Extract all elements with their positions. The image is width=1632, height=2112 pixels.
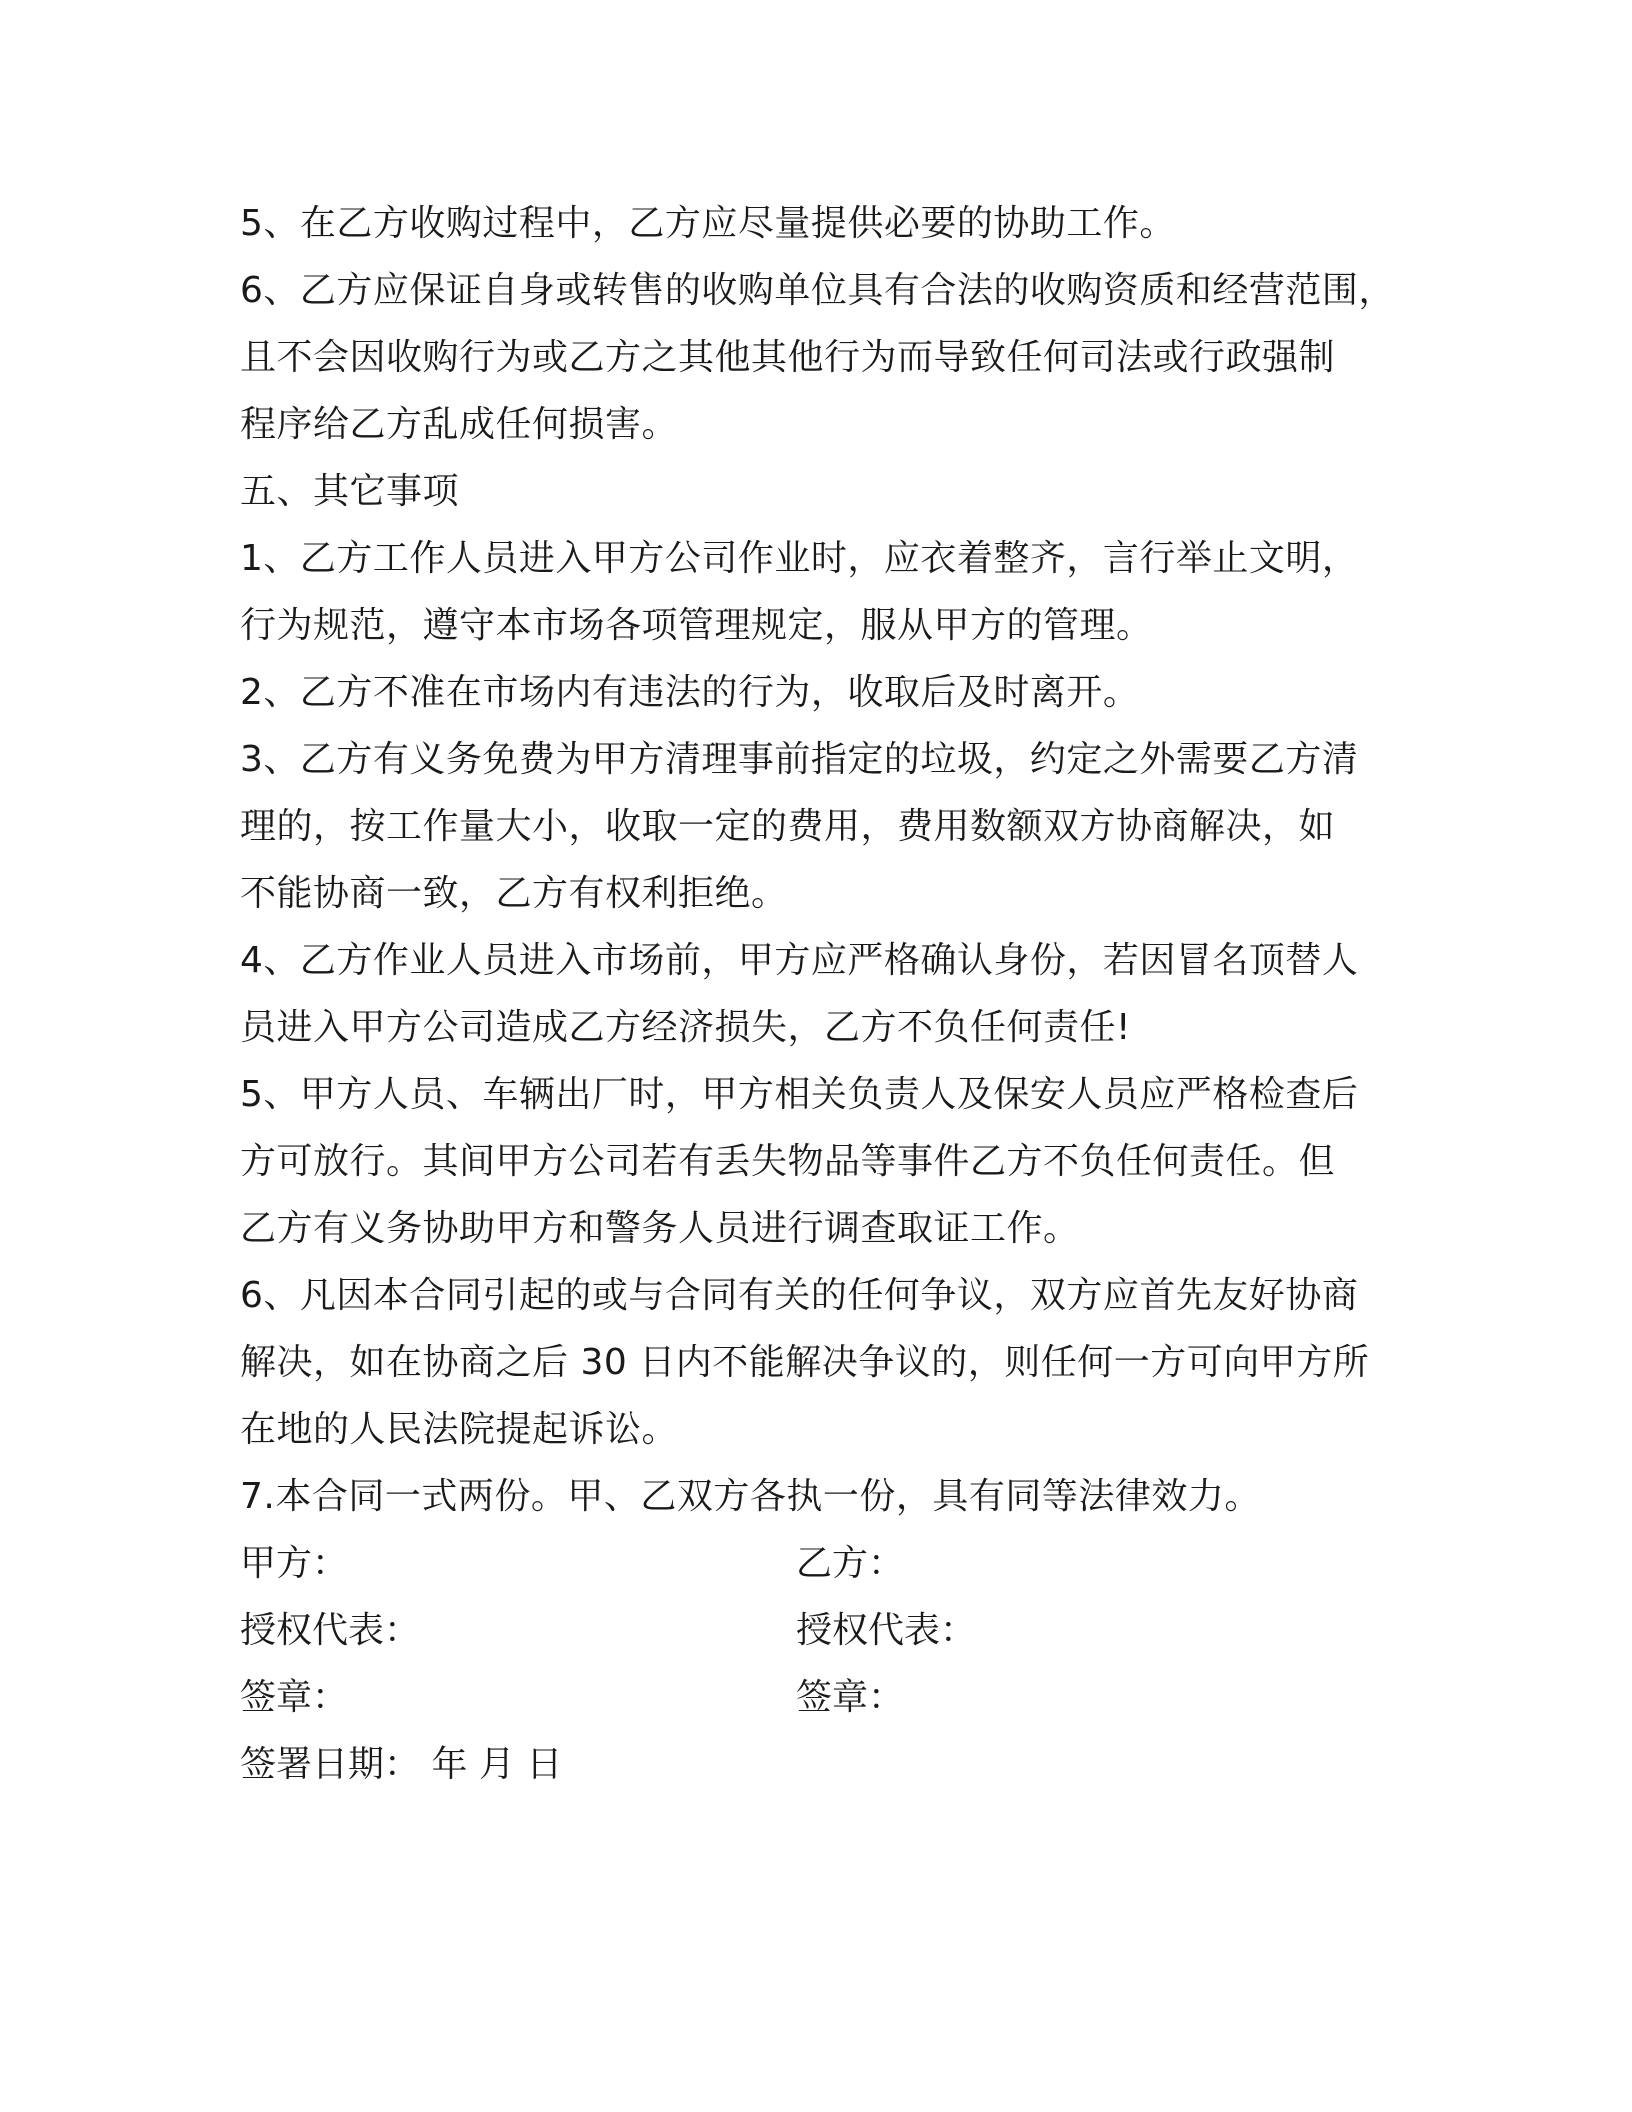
text-line: 6、乙方应保证自身或转售的收购单位具有合法的收购资质和经营范围，	[240, 270, 1395, 311]
text-line: 程序给乙方乱成任何损害。	[240, 404, 679, 445]
text-line: 理的，按工作量大小，收取一定的费用，费用数额双方协商解决，如	[240, 806, 1336, 847]
text-line: 1、乙方工作人员进入甲方公司作业时，应衣着整齐，言行举止文明，	[240, 538, 1359, 579]
document-body	[240, 190, 1400, 1798]
text-line: 2、乙方不准在市场内有违法的行为，收取后及时离开。	[240, 672, 1140, 713]
party-a-label: 甲方：	[240, 1543, 349, 1584]
text-line: 不能协商一致，乙方有权利拒绝。	[240, 873, 788, 914]
text-line: 乙方有义务协助甲方和警务人员进行调查取证工作。	[240, 1208, 1080, 1249]
seal-a-label: 签章：	[240, 1677, 349, 1718]
section-heading: 五、其它事项	[240, 471, 460, 512]
party-b-label: 乙方：	[796, 1543, 905, 1584]
text-line: 且不会因收购行为或乙方之其他其他行为而导致任何司法或行政强制	[240, 337, 1336, 378]
signature-row-representative	[240, 1597, 1400, 1664]
text-line: 解决，如在协商之后 30 日内不能解决争议的，则任何一方可向甲方所	[240, 1342, 1370, 1383]
text-line: 行为规范，遵守本市场各项管理规定，服从甲方的管理。	[240, 605, 1153, 646]
seal-b-label: 签章：	[796, 1677, 905, 1718]
text-line: 员进入甲方公司造成乙方经济损失，乙方不负任何责任!	[240, 1007, 1131, 1048]
text-line: 7.本合同一式两份。甲、乙双方各执一份，具有同等法律效力。	[240, 1476, 1261, 1517]
representative-a-label: 授权代表：	[240, 1610, 421, 1651]
signature-row-date	[240, 1731, 1400, 1798]
text-line: 5、在乙方收购过程中，乙方应尽量提供必要的协助工作。	[240, 203, 1176, 244]
signature-row-party	[240, 1530, 1400, 1597]
text-line: 方可放行。其间甲方公司若有丢失物品等事件乙方不负任何责任。但	[240, 1141, 1336, 1182]
representative-b-label: 授权代表：	[796, 1610, 977, 1651]
text-line: 在地的人民法院提起诉讼。	[240, 1409, 679, 1450]
text-line: 5、甲方人员、车辆出厂时，甲方相关负责人及保安人员应严格检查后	[240, 1074, 1359, 1115]
signature-row-seal	[240, 1664, 1400, 1731]
signing-date-label: 签署日期： 年 月 日	[240, 1744, 563, 1785]
text-line: 3、乙方有义务免费为甲方清理事前指定的垃圾，约定之外需要乙方清	[240, 739, 1359, 780]
text-line: 6、凡因本合同引起的或与合同有关的任何争议，双方应首先友好协商	[240, 1275, 1359, 1316]
text-line: 4、乙方作业人员进入市场前，甲方应严格确认身份，若因冒名顶替人	[240, 940, 1359, 981]
